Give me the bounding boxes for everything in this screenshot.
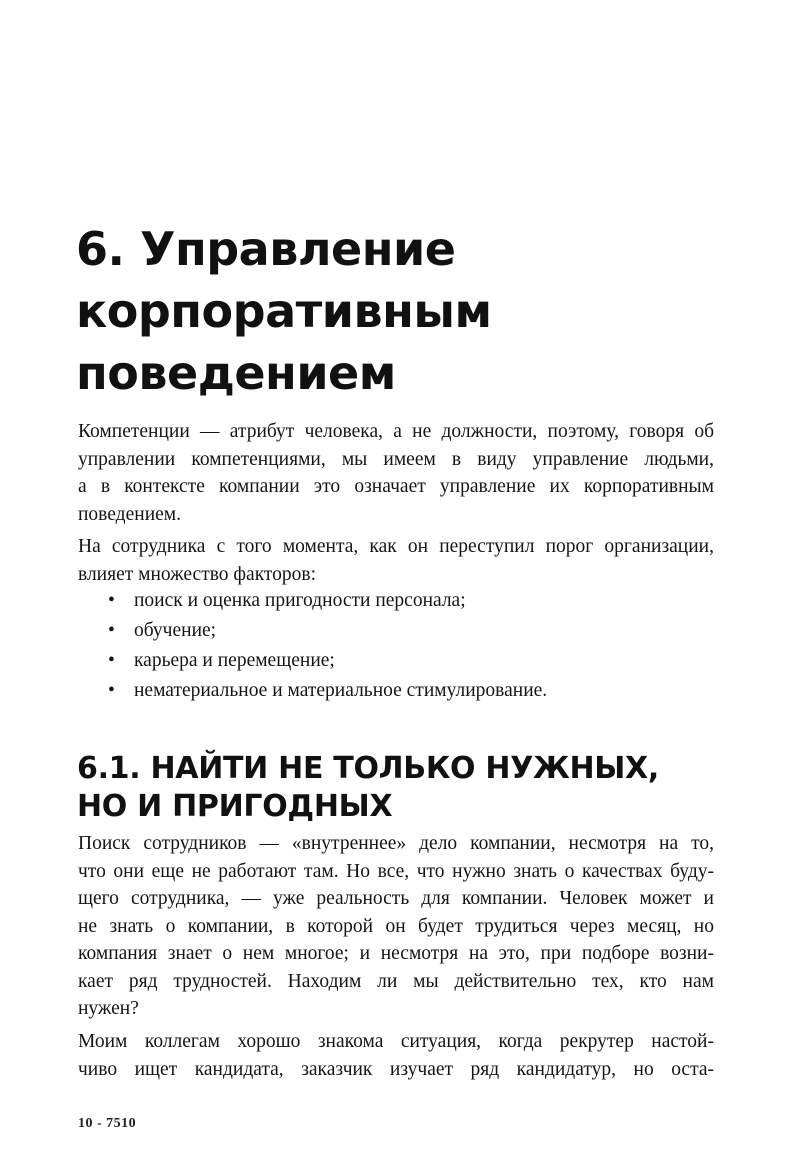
section-title bbox=[77, 750, 737, 826]
list-item-text: карьера и перемещение; bbox=[134, 650, 335, 671]
text-line: щего сотрудника, — уже реальность для компании. Человек может и bbox=[78, 888, 714, 909]
list-item-text: поиск и оценка пригодности персонала; bbox=[134, 590, 466, 611]
section-paragraph-2 bbox=[78, 1028, 714, 1083]
text-line: Компетенции — атрибут человека, а не должности, поэтому, говоря об bbox=[78, 421, 714, 442]
list-item bbox=[78, 646, 714, 676]
section-title-line: 6.1. НАЙТИ НЕ ТОЛЬКО НУЖНЫХ, bbox=[77, 751, 659, 786]
section-title-line: НО И ПРИГОДНЫХ bbox=[77, 789, 393, 824]
section-paragraph-1 bbox=[78, 830, 714, 1023]
text-line: не знать о компании, в которой он будет трудиться через месяц, но bbox=[78, 915, 714, 937]
bullet-icon: • bbox=[108, 620, 115, 641]
list-item-text: обучение; bbox=[134, 620, 217, 641]
signature-mark: 10 - 7510 bbox=[78, 1116, 137, 1131]
text-line: что они еще не работают там. Но все, что нужно знать о качествах буду- bbox=[78, 860, 714, 882]
text-line: нужен? bbox=[78, 998, 139, 1019]
text-line: компания знает о нем многое; и несмотря на это, при подборе возни- bbox=[78, 943, 714, 964]
list-item bbox=[78, 616, 714, 646]
chapter-title-line: корпоративным bbox=[76, 284, 492, 338]
text-line: а в контексте компании это означает управление их корпоративным bbox=[78, 476, 714, 497]
text-line: влияет множество факторов: bbox=[78, 563, 317, 585]
text-line: Поиск сотрудников — «внутреннее» дело компании, несмотря на то, bbox=[78, 833, 714, 854]
chapter-title bbox=[76, 218, 736, 404]
list-item bbox=[78, 586, 714, 616]
bullet-icon: • bbox=[108, 680, 115, 701]
text-line: Моим коллегам хорошо знакома ситуация, когда рекрутер настой- bbox=[78, 1031, 714, 1052]
bullet-icon: • bbox=[108, 590, 115, 611]
bullet-icon: • bbox=[108, 650, 115, 671]
factors-list bbox=[78, 586, 714, 706]
text-line: чиво ищет кандидата, заказчик изучает ряд кандидатур, но оста- bbox=[78, 1058, 714, 1080]
text-line: кает ряд трудностей. Находим ли мы действительно тех, кто нам bbox=[78, 970, 714, 992]
text-line: управлении компетенциями, мы имеем в виду управление людьми, bbox=[78, 448, 714, 470]
text-line: поведением. bbox=[78, 503, 181, 525]
intro-paragraph-2 bbox=[78, 533, 714, 588]
list-item-text: нематериальное и материальное стимулирование. bbox=[134, 680, 548, 701]
chapter-title-line: поведением bbox=[76, 346, 396, 400]
text-line: На сотрудника с того момента, как он переступил порог организации, bbox=[78, 536, 714, 557]
intro-paragraph-1 bbox=[78, 418, 714, 528]
chapter-title-line: 6. Управление bbox=[76, 222, 456, 276]
list-item bbox=[78, 676, 714, 706]
